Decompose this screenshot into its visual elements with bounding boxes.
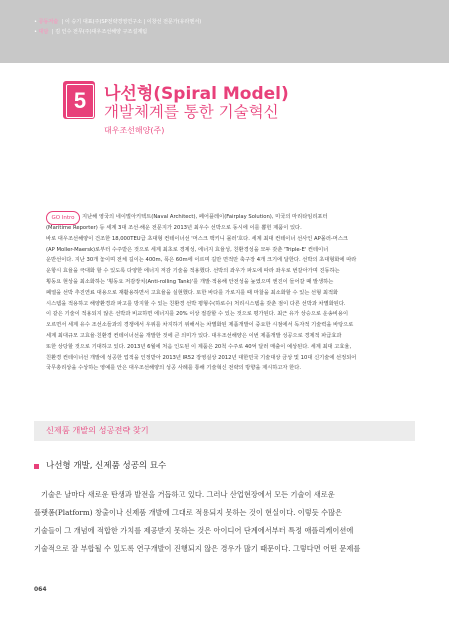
intro-line: 폐열을 선박 추진연료 대용으로 재활용하면서 고효율을 실현했다. 또한 바다를 가로지를 때 마찰을 최소화할 수 있는 선형 최적화 [46, 289, 339, 296]
body-line-3: 기술들이 그 개념에 적합한 가치를 제공받지 못하는 것은 아이디어 단계에서부터 특정 애플리케이션에 [34, 526, 354, 535]
intro-line: 시스템을 적용하고 해양환경과 파고를 방지할 수 있는 친환경 선박 평형수(하로수) 처리시스템을 갖춘 점이 다른 선박과 차별화된다. [46, 300, 346, 307]
company-name: 대우조선해양(주) [104, 126, 165, 135]
header-credits-line-1: • 공동저술 | 이 승기 대표(주)SP전략경영연구소 | 이창선 전문가(유라멘서) [34, 19, 202, 25]
intro-line: 세계 최대규모 고효율·친환경 컨테이너선을 개발한 것에 큰 의미가 있다. 대우조선해양은 이번 제품개발 성공으로 경제적 파급효과 [46, 333, 342, 339]
intro-line: (Maritime Reporter) 등 세계 3대 조선·해운 전문지가 2013년 최우수 선박으로 동시에 이를 뽑힌 제품이 있다. [46, 225, 302, 231]
header-credits-line-2: • 대담 | 김 인수 전무(주)대우조선해양 구조설계팀 [34, 29, 148, 35]
intro-line: 친환경 컨테이너선 개발에 성공한 업적을 인정받아 2013년 IR52 장영실상 2012년 대한민국 기술대상 금상 및 10대 신기술에 선정되어 [46, 354, 357, 361]
subsection-title: 나선형 개발, 신제품 성공의 묘수 [46, 461, 167, 471]
intro-line: (AP Moller-Maersk)로부터 수주받은 것으로 세계 최초로 경제성, 에너지 효율성, 친환경성을 모두 갖춘 'Triple-E' 컨테이너 [46, 246, 329, 253]
intro-line: 오르면서 세계 유수 조선소들과의 경쟁에서 우위를 차지하기 위해서는 차별화된 제품개발이 중요한 시점에서 독자적 기술력을 바탕으로 [46, 322, 354, 329]
chapter-title-line-1: 나선형(Spiral Model) [104, 84, 289, 104]
intro-line: 운항시 효율을 극대화 할 수 있도록 다양한 에너지 저감 기술을 적용했다. 선박의 좌우가 파도에 따라 좌우로 번갈아가며 진동하는 [46, 268, 340, 275]
header-label-coauthor: 공동저술 [38, 19, 59, 25]
section-title: 신제품 개발의 성공전략 찾기 [46, 425, 149, 435]
chapter-number: 5 [66, 84, 94, 118]
header-label-interview: 대담 [38, 29, 49, 35]
intro-line: 또한 상당할 것으로 기대하고 있다. 2013년 6월에 처음 인도된 이 제품은 20척 수주로 40억 달러 매출이 예상된다. 세계 최대 고효율, [46, 343, 352, 350]
header-author-2: 이창선 전문가(유라멘서) [146, 19, 202, 25]
header-interviewee: 김 인수 전무(주)대우조선해양 구조설계팀 [55, 29, 148, 35]
chapter-title-line-2: 개발체계를 통한 기술혁신 [104, 103, 279, 121]
intro-line: 국무총리상을 수상하는 영예를 안은 대우조선해양의 성공 사례를 통해 기술혁신 전략의 방향을 제시하고자 한다. [46, 365, 301, 372]
page-number: 064 [34, 586, 47, 593]
body-line-2: 플랫폼(Platform) 창출이나 신제품 개발에 그대로 적용되지 못하는 것이 현실이다. 이렇듯 수많은 [34, 508, 343, 517]
body-line-1: 기술은 날마다 새로운 탄생과 발전을 거듭하고 있다. 그러나 산업현장에서 모든 기술이 새로운 [41, 490, 335, 499]
header-author-1: 이 승기 대표(주)SP전략경영연구소 [64, 19, 142, 25]
intro-first-line: 지난해 영국의 네이벌아키텍트(Naval Architect), 페어플레이(Fairplay Solution), 미국의 마리타임리포터 [82, 214, 328, 220]
intro-line: 운반선이다. 지난 30개 놓이며 전체 길이는 400m, 폭은 60m에 이르며 길만 면적만 축구장 4개 크기에 달한다. 선박의 초대형화에 따라 [46, 257, 357, 264]
body-line-4: 기술적으로 잘 부합될 수 있도록 연구개발이 진행되지 않은 경우가 많기 때문이다. 그렇다면 어떤 문제를 [34, 544, 361, 553]
intro-line: 횡동요 현상을 최소화하는 '횡동요 저감장치(Anti-rolling Tank)'를 개발·적용해 안전성을 높였으며 엔진이 들어갈 때 발생하는 [46, 279, 334, 285]
intro-line: 이 같은 기술이 적용되지 않은 선박과 비교하면 에너지를 20% 이상 절감할 수 있는 것으로 평가된다. 최근 유가 상승으로 운송비용이 [46, 311, 349, 318]
square-bullet-icon [34, 464, 39, 469]
intro-label-badge: GO Intro [46, 211, 80, 225]
intro-line: 바로 대우조선해양이 건조한 18,000TEU급 초대형 컨테이너선 '머스크 맥키니 몰러'호다. 세계 최대 컨테이너 선사인 AP몰러-머스크 [46, 235, 348, 242]
